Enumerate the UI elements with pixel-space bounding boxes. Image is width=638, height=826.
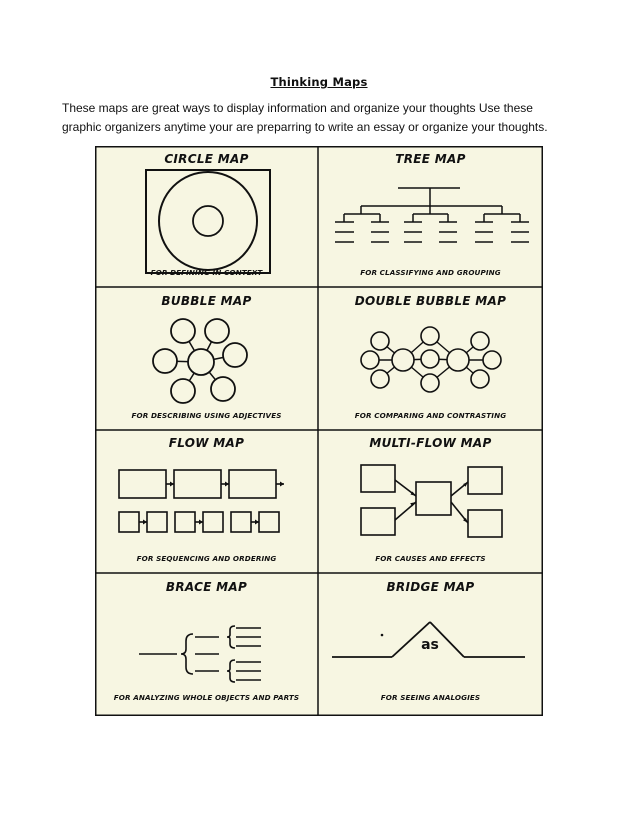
bridge-map-caption: FOR SEEING ANALOGIES [380,693,481,702]
double-bubble-map-cell [318,287,543,430]
thinking-maps-sheet [95,146,543,716]
flow-map-title: FLOW MAP [168,436,245,450]
multi-flow-map-diagram [318,430,543,573]
multi-flow-map-title: MULTI-FLOW MAP [369,436,492,450]
circle-map-title: CIRCLE MAP [164,152,249,166]
tree-map-caption: FOR CLASSIFYING AND GROUPING [360,268,501,277]
circle-map-diagram [95,146,318,287]
bridge-map-cell [318,573,543,716]
multi-flow-map-caption: FOR CAUSES AND EFFECTS [375,554,486,563]
bridge-dot [381,634,384,637]
tree-map-diagram [318,146,543,287]
circle-map-cell [95,146,318,287]
double-bubble-map-title: DOUBLE BUBBLE MAP [354,294,507,308]
double-bubble-map-caption: FOR COMPARING AND CONTRASTING [354,411,507,420]
bridge-word: as [421,637,439,653]
multi-flow-map-cell [318,430,543,573]
tree-map-cell [318,146,543,287]
brace-map-caption: FOR ANALYZING WHOLE OBJECTS AND PARTS [113,693,300,702]
bubble-map-caption: FOR DESCRIBING USING ADJECTIVES [131,411,282,420]
intro-paragraph: These maps are great ways to display information and organize your thoughts Use these graphic organizers anytime your are preparring to write an essay or organize your thoughts. [62,101,548,134]
flow-map-diagram [95,430,318,573]
bubble-map-cell [95,287,318,430]
bridge-map-title: BRIDGE MAP [386,580,475,594]
tree-map-title: TREE MAP [395,152,466,166]
page-title: Thinking Maps [270,75,368,89]
brace-map-title: BRACE MAP [165,580,248,594]
bubble-map-title: BUBBLE MAP [161,294,252,308]
circle-map-caption: FOR DEFINING IN CONTEXT [150,268,263,277]
flow-map-cell [95,430,318,573]
bubble-map-diagram [95,287,318,430]
brace-map-cell [95,573,318,716]
flow-map-caption: FOR SEQUENCING AND ORDERING [136,554,277,563]
double-bubble-map-diagram [318,287,543,430]
